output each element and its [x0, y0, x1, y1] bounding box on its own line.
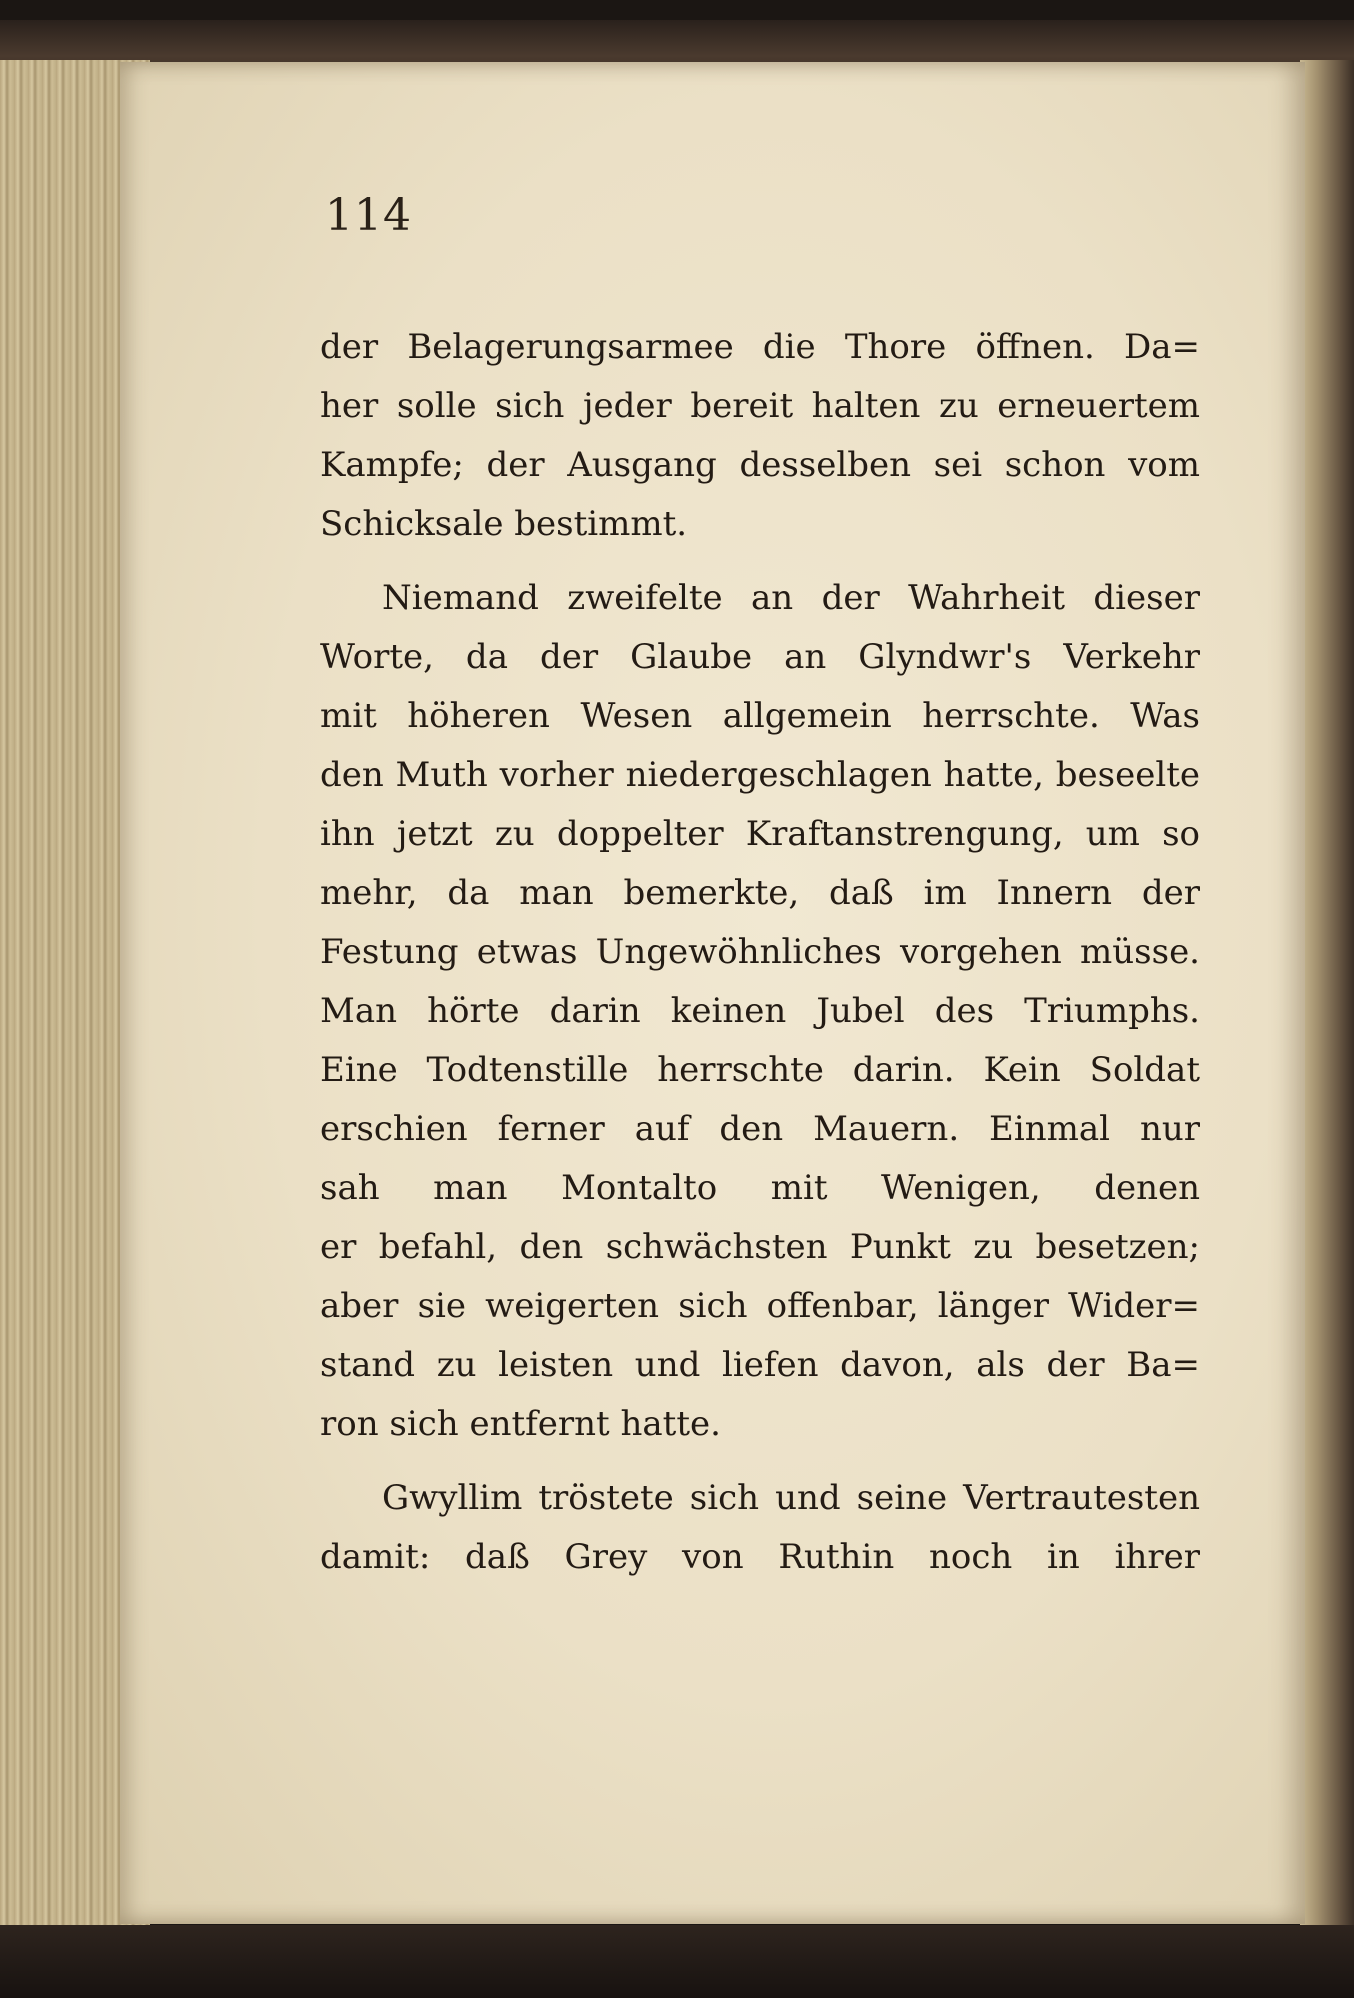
paragraph-3	[320, 1469, 1200, 1587]
text-line: her solle sich jeder bereit halten zu erneuertem	[320, 386, 1200, 426]
text-line: aber sie weigerten sich offenbar, länger Wider=	[320, 1286, 1200, 1326]
text-line: der Belagerungsarmee die Thore öffnen. Da=	[320, 327, 1200, 367]
paragraph-1	[320, 318, 1200, 554]
page-body-text	[320, 318, 1200, 1587]
text-line: Gwyllim tröstete sich und seine Vertrautesten	[382, 1478, 1200, 1518]
text-line: er befahl, den schwächsten Punkt zu besetzen;	[320, 1227, 1200, 1267]
page-number: 114	[325, 190, 412, 241]
text-line: Niemand zweifelte an der Wahrheit dieser	[382, 578, 1200, 618]
text-line: ron sich entfernt hatte.	[320, 1404, 721, 1444]
text-line: den Muth vorher niedergeschlagen hatte, beseelte	[320, 755, 1200, 795]
text-line: Kampfe; der Ausgang desselben sei schon vom	[320, 445, 1200, 485]
text-line: stand zu leisten und liefen davon, als der Ba=	[320, 1345, 1200, 1385]
text-line: Festung etwas Ungewöhnliches vorgehen müsse.	[320, 932, 1200, 972]
text-line: mit höheren Wesen allgemein herrschte. Was	[320, 696, 1200, 736]
text-line: Man hörte darin keinen Jubel des Triumphs.	[320, 991, 1200, 1031]
text-line: Worte, da der Glaube an Glyndwr's Verkehr	[320, 637, 1200, 677]
text-line: Schicksale bestimmt.	[320, 504, 688, 544]
book-gutter-right	[1300, 60, 1354, 1940]
text-line: damit: daß Grey von Ruthin noch in ihrer	[320, 1537, 1200, 1577]
text-line: mehr, da man bemerkte, daß im Innern der	[320, 873, 1200, 913]
book-cover-bottom-edge	[0, 1925, 1354, 1998]
text-line: ihn jetzt zu doppelter Kraftanstrengung, um so	[320, 814, 1200, 854]
paragraph-2	[320, 569, 1200, 1454]
text-line: sah man Montalto mit Wenigen, denen	[320, 1168, 1200, 1208]
text-line: Eine Todtenstille herrschte darin. Kein Soldat	[320, 1050, 1200, 1090]
text-line: erschien ferner auf den Mauern. Einmal nur	[320, 1109, 1200, 1149]
